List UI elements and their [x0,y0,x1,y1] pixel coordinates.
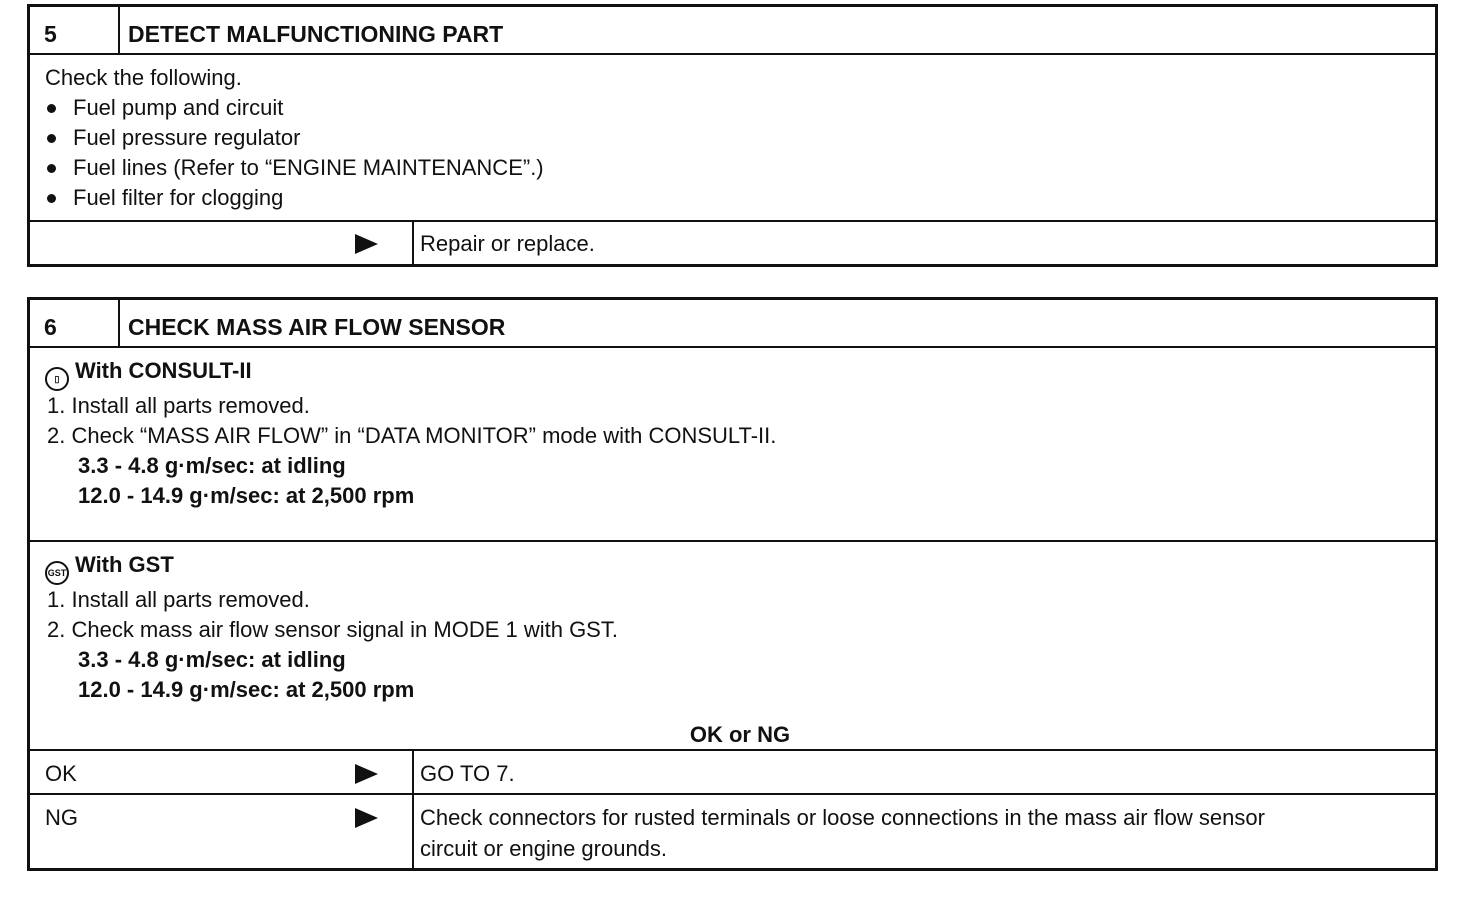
consult-step: 2. Check “MASS AIR FLOW” in “DATA MONITOR” mode with CONSULT-II. [47,423,777,448]
step-6-box [27,297,1438,871]
bullet-icon [45,183,73,213]
list-item: Fuel pressure regulator [45,123,1435,153]
consult-heading: With CONSULT-II [75,358,252,383]
ok-result: GO TO 7. [420,761,515,786]
consult-icon: ▯ [45,367,69,391]
step-5-content [30,55,1435,222]
ng-row [30,795,1435,870]
gst-spec: 12.0 - 14.9 g·m/sec: at 2,500 rpm [78,677,415,702]
gst-icon: GST [45,561,69,585]
step-5-title: DETECT MALFUNCTIONING PART [128,21,504,47]
ng-result-line-2: circuit or engine grounds. [420,836,668,861]
step-6-title: CHECK MASS AIR FLOW SENSOR [128,314,506,340]
decision-label: OK or NG [689,722,791,747]
ng-label: NG [45,805,78,830]
step-5-result-row [30,222,1435,264]
gst-step: 2. Check mass air flow sensor signal in MODE 1 with GST. [47,617,618,642]
step-5-header [30,7,1435,55]
step-5-intro: Check the following. [45,65,242,90]
consult-spec: 3.3 - 4.8 g·m/sec: at idling [78,453,346,478]
bullet-icon [45,153,73,183]
ok-label: OK [45,761,77,786]
gst-step: 1. Install all parts removed. [47,587,310,612]
arrow-right-icon [355,808,378,828]
bullet-icon [45,93,73,123]
gst-heading: With GST [75,552,174,577]
list-item: Fuel lines (Refer to “ENGINE MAINTENANCE”.) [45,153,1435,183]
step-5-result: Repair or replace. [420,231,595,256]
step-6-header [30,300,1435,348]
gst-section [30,542,1435,751]
consult-section [30,348,1435,542]
step-5-number: 5 [30,7,120,53]
step-5-box [27,4,1438,267]
bullet-icon [45,123,73,153]
gst-spec: 3.3 - 4.8 g·m/sec: at idling [78,647,346,672]
consult-spec: 12.0 - 14.9 g·m/sec: at 2,500 rpm [78,483,415,508]
arrow-right-icon [355,764,378,784]
list-item: Fuel filter for clogging [45,183,1435,213]
list-item: Fuel pump and circuit [45,93,1435,123]
consult-step: 1. Install all parts removed. [47,393,310,418]
step-6-number: 6 [30,300,120,346]
ok-row [30,751,1435,795]
ng-result-line-1: Check connectors for rusted terminals or loose connections in the mass air flow sensor [420,805,1265,830]
arrow-right-icon [355,234,378,254]
